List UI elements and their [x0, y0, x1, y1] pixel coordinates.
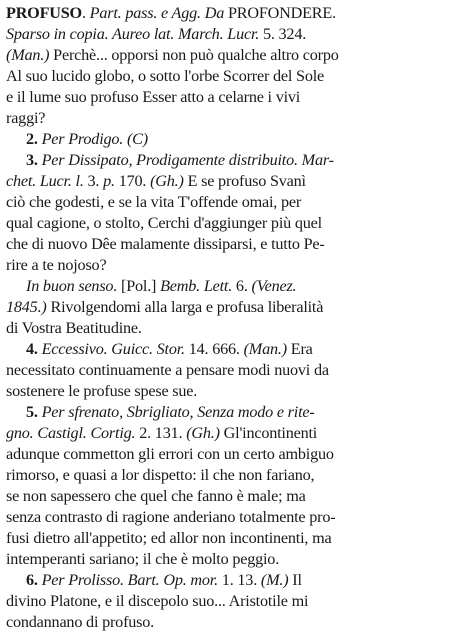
entry-line: [6, 485, 306, 507]
entry-text: (Venez.: [251, 277, 297, 295]
entry-text: 5. 324.: [259, 25, 307, 43]
entry-text: condannano di profuso.: [6, 613, 154, 631]
entry-text: Al suo lucido globo, o sotto l'orbe Scorrer del Sole: [6, 67, 325, 85]
entry-text: sostenere le profuse spese sue.: [6, 382, 198, 400]
sense-number: 4.: [26, 340, 38, 358]
entry-text: Il: [288, 571, 302, 589]
entry-text: E se profuso Svanì: [183, 172, 306, 190]
sense-number: 5.: [26, 403, 38, 421]
entry-text: PROFONDERE.: [224, 4, 336, 22]
entry-line: [6, 464, 314, 486]
entry-text: intemperanti sariano; il che è molto peggio.: [6, 550, 280, 568]
entry-line: [6, 590, 308, 612]
entry-text: rimorso, e quasi a lor dispetto: il che non fariano,: [6, 466, 315, 484]
entry-line: [6, 548, 279, 570]
entry-text: Eccessivo. Guicc. Stor.: [37, 340, 185, 358]
entry-text: necessitato continuamente a pensare modi nuovi da: [6, 361, 329, 379]
sense-number: 2.: [26, 130, 38, 148]
entry-text: che di nuovo Dêe malamente dissiparsi, e tutto Pe-: [6, 235, 325, 253]
entry-line: [6, 233, 325, 255]
entry-line: [6, 107, 45, 129]
entry-line: [6, 254, 106, 276]
entry-line: [6, 611, 154, 633]
entry-text: 3.: [83, 172, 104, 190]
entry-text: p.: [103, 172, 115, 190]
entry-line: [26, 401, 315, 423]
entry-line: [6, 527, 331, 549]
entry-text: 1. 13.: [217, 571, 261, 589]
entry-text: di Vostra Beatitudine.: [6, 319, 142, 337]
entry-line: [26, 275, 296, 297]
entry-text: Perchè... opporsi non può qualche altro corpo: [49, 46, 339, 64]
entry-line: [6, 191, 301, 213]
entry-text: se non sapessero che quel che fanno è male; ma: [6, 487, 306, 505]
entry-text: divino Platone, e il discepolo suo... Aristotile mi: [6, 592, 309, 610]
entry-text: [Pol.]: [117, 277, 161, 295]
entry-text: Per sfrenato, Sbrigliato, Senza modo e rite-: [37, 403, 315, 421]
entry-line: [6, 86, 300, 108]
sense-number: 6.: [26, 571, 38, 589]
entry-text: senza contrasto di ragione anderiano totalmente pro-: [6, 508, 336, 526]
entry-text: Part. pass. e Agg. Da: [89, 4, 225, 22]
entry-text: Bemb. Lett.: [160, 277, 233, 295]
entry-text: (M.): [260, 571, 289, 589]
entry-text: Sparso in copia. Aureo lat. March. Lucr.: [6, 25, 260, 43]
entry-text: Per Dissipato, Prodigamente distribuito. Mar-: [37, 151, 334, 169]
entry-text: fusi dietro all'appetito; ed allor non incontinenti, ma: [6, 529, 332, 547]
entry-text: (Gh.): [186, 424, 220, 442]
entry-text: ciò che godesti, e se la vita T'offende omai, per: [6, 193, 302, 211]
entry-text: Era: [286, 340, 313, 358]
entry-line: [6, 506, 335, 528]
entry-line: [6, 23, 306, 45]
entry-text: chet. Lucr. l.: [6, 172, 84, 190]
entry-text: Rivolgendomi alla larga e profusa liberalità: [46, 298, 324, 316]
entry-text: rire a te nojoso?: [6, 256, 107, 274]
entry-text: qual cagione, o stolto, Cerchi d'aggiunger più quel: [6, 214, 322, 232]
entry-text: .: [81, 4, 90, 22]
entry-text: e il lume suo profuso Esser atto a celarne i vivi: [6, 88, 301, 106]
entry-text: (Gh.): [150, 172, 184, 190]
entry-text: 6.: [232, 277, 252, 295]
entry-line: [26, 569, 302, 591]
entry-text: 170.: [114, 172, 151, 190]
entry-line: [6, 380, 197, 402]
entry-line: [6, 212, 322, 234]
entry-text: In buon senso.: [26, 277, 118, 295]
entry-line: [6, 65, 324, 87]
entry-line: [6, 317, 142, 339]
entry-text: adunque commetton gli errori con un certo ambiguo: [6, 445, 334, 463]
entry-text: 2. 131.: [135, 424, 187, 442]
entry-line: [26, 338, 313, 360]
entry-line: [6, 422, 317, 444]
sense-number: 3.: [26, 151, 38, 169]
entry-text: 1845.): [6, 298, 47, 316]
entry-text: raggi?: [6, 109, 46, 127]
entry-text: Per Prolisso. Bart. Op. mor.: [37, 571, 218, 589]
headword: PROFUSO: [6, 4, 82, 22]
entry-text: (Man.): [243, 340, 287, 358]
entry-line: [6, 2, 336, 24]
entry-line: [6, 443, 334, 465]
entry-text: Per Prodigo. (C): [37, 130, 148, 148]
entry-text: (Man.): [6, 46, 50, 64]
entry-line: [6, 44, 339, 66]
entry-line: [26, 128, 148, 150]
entry-text: gno. Castigl. Cortig.: [6, 424, 136, 442]
entry-text: 14. 666.: [184, 340, 244, 358]
entry-line: [6, 170, 306, 192]
entry-text: Gl'incontinenti: [219, 424, 318, 442]
entry-line: [6, 296, 323, 318]
entry-line: [6, 359, 329, 381]
entry-line: [26, 149, 334, 171]
